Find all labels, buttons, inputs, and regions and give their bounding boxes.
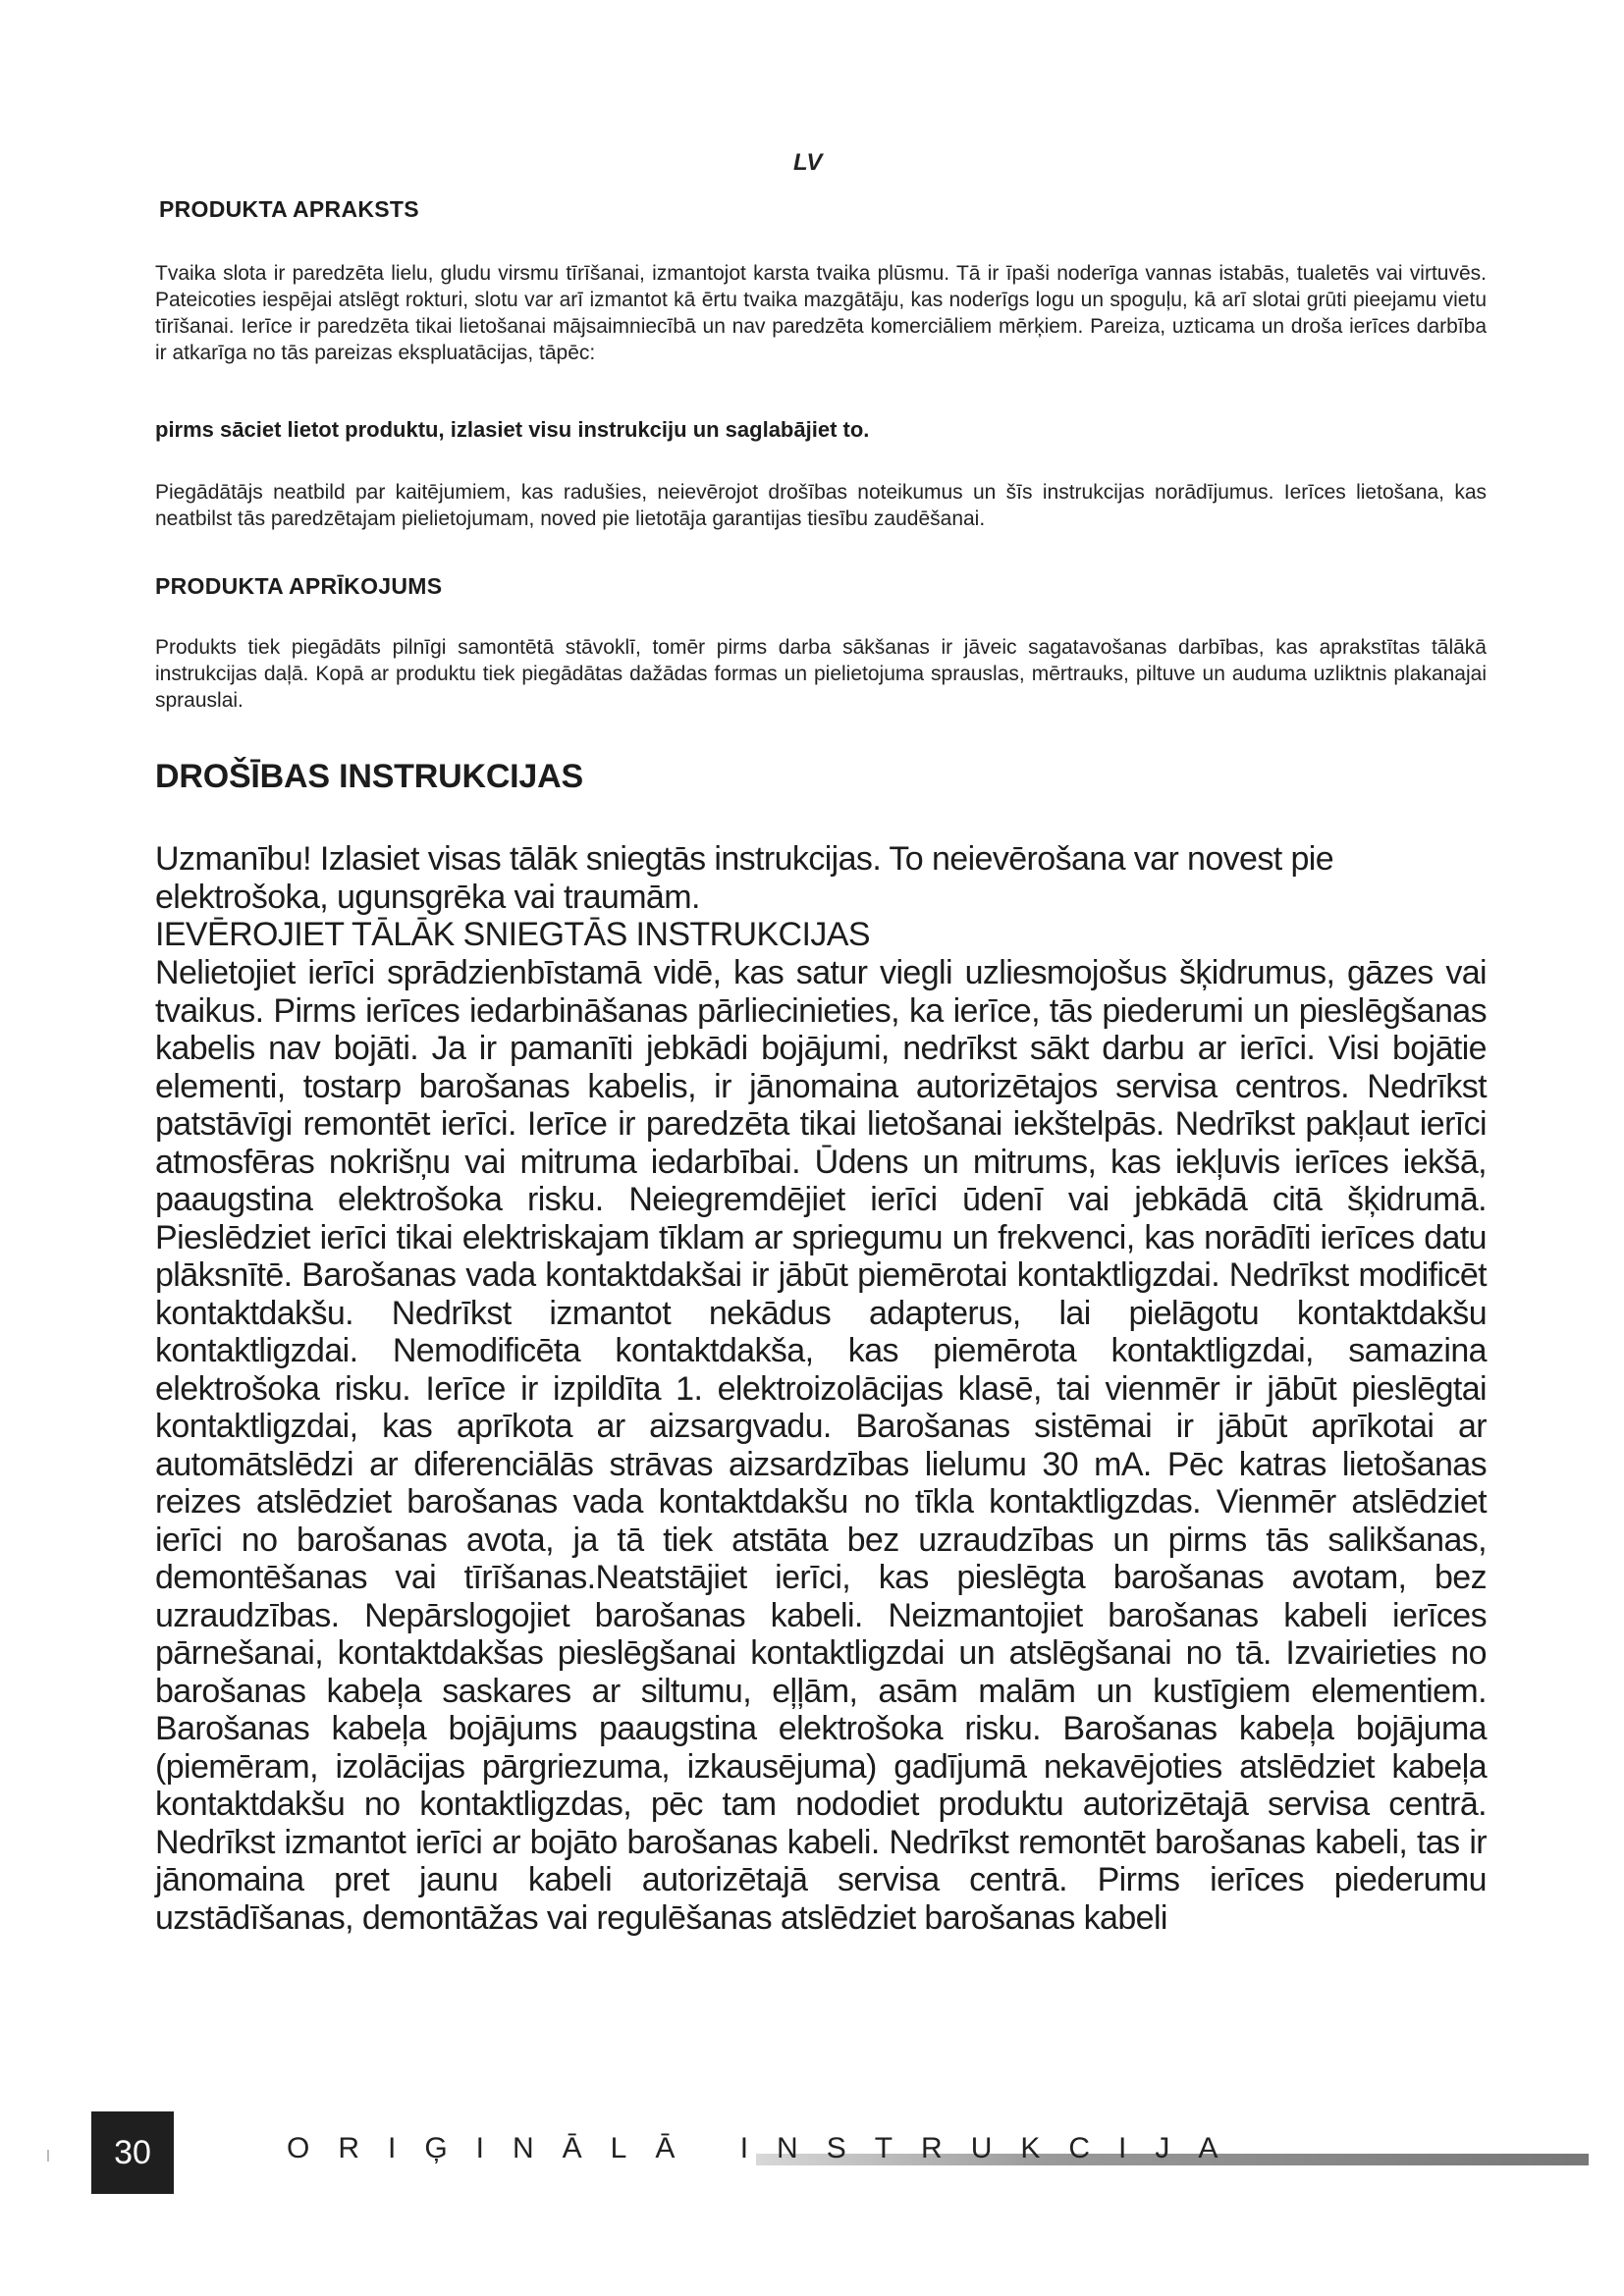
page-number: 30 (91, 2111, 174, 2194)
safety-subheading: IEVĒROJIET TĀLĀK SNIEGTĀS INSTRUKCIJAS (155, 916, 870, 953)
product-description-paragraph: Tvaika slota ir paredzēta lielu, gludu virsmu tīrīšanai, izmantojot karsta tvaika plūsmu. Tā ir īpaši noderīga vannas istabās, tualetēs vai virtuvēs. Pateicoties iespējai atslēgt rokturi, slotu var arī izmantot kā ērtu tvaika mazgātāju, kas noderīgs logu un spoguļu, kā arī slotai grūti pieejamu vietu tīrīšanai. Ierīce ir paredzēta tikai lietošanai mājsaimniecībā un nav paredzēta komerciāliem mērķiem. Pareiza, uzticama un droša ierīces darbība ir atkarīga no tās pareizas ekspluatācijas, tāpēc: (155, 262, 1487, 364)
safety-body: Nelietojiet ierīci sprādzienbīstamā vidē, kas satur viegli uzliesmojošus šķidrumus, gāzes vai tvaikus. Pirms ierīces iedarbināšanas pārliecinieties, ka ierīce, tās piederumi un pieslēgšanas kabelis nav bojāti. Ja ir pamanīti jebkādi bojājumi, nedrīkst sākt darbu ar ierīci. Visi bojātie elementi, tostarp barošanas kabelis, ir jānomaina autorizētajos servisa centros. Nedrīkst patstāvīgi remontēt ierīci. Ierīce ir paredzēta tikai lietošanai iekštelpās. Nedrīkst pakļaut ierīci atmosfēras nokrišņu vai mitruma iedarbībai. Ūdens un mitrums, kas iekļuvis ierīces iekšā, paaugstina elektrošoka risku. Neiegremdējiet ierīci ūdenī vai jebkādā citā šķidrumā. Pieslēdziet ierīci tikai elektriskajam tīklam ar spriegumu un frekvenci, kas norādīti ierīces datu plāksnītē. Barošanas vada kontaktdakšai ir jābūt piemērotai kontaktligzdai. Nedrīkst modificēt kontaktdakšu. Nedrīkst izmantot nekādus adapterus, lai pielāgotu kontaktdakšu kontaktligzdai. Nemodificēta kontaktdakša, kas piemērota kontaktligzdai, samazina elektrošoka risku. Ierīce ir izpildīta 1. elektroizolācijas klasē, tai vienmēr ir jābūt pieslēgtai kontaktligzdai, kas aprīkota ar aizsargvadu. Barošanas sistēmai ir jābūt aprīkotai ar automātslēdzi ar diferenciālās strāvas aizsardzības lielumu 30 mA. Pēc katras lietošanas reizes atslēdziet barošanas vada kontaktdakšu no tīkla kontaktligzdas. Vienmēr atslēdziet ierīci no barošanas avota, ja tā tiek atstāta bez uzraudzības un pirms tās salikšanas, demontēšanas vai tīrīšanas.Neatstājiet ierīci, kas pieslēgta barošanas avotam, bez uzraudzības. Nepārslogojiet barošanas kabeli. Neizmantojiet barošanas kabeli ierīces pārnešanai, kontaktdakšas pieslēgšanai kontaktligzdai un atslēgšanai no tā. Izvairieties no barošanas kabeļa saskares ar siltumu, eļļām, asām malām un kustīgiem elementiem. Barošanas kabeļa bojājums paaugstina elektrošoka risku. Barošanas kabeļa bojājuma (piemēram, izolācijas pārgriezuma, izkausējuma) gadījumā nekavējoties atslēdziet kabeļa kontaktdakšu no kontaktligzdas, pēc tam nododiet produktu autorizētajā servisa centrā. Nedrīkst izmantot ierīci ar bojāto barošanas kabeli. Nedrīkst remontēt barošanas kabeli, tas ir jānomaina pret jaunu kabeli autorizētajā servisa centrā. Pirms ierīces piederumu uzstādīšanas, demontāžas vai regulēšanas atslēdziet barošanas kabeli (155, 954, 1487, 1937)
product-equipment-paragraph: Produkts tiek piegādāts pilnīgi samontētā stāvoklī, tomēr pirms darba sākšanas ir jāveic sagatavošanas darbības, kas aprakstītas tālākā instrukcijas daļā. Kopā ar produktu tiek piegādātas dažādas formas un pielietojuma sprauslas, mērtrauks, piltuve un auduma uzliktnis plakanajai sprauslai. (155, 636, 1487, 712)
footer-title: ORIĢINĀLĀ INSTRUKCIJA (287, 2132, 1247, 2164)
safety-instructions-heading: DROŠĪBAS INSTRUKCIJAS (155, 758, 583, 795)
product-description-heading: PRODUKTA APRAKSTS (159, 196, 419, 222)
read-instructions-note: pirms sāciet lietot produktu, izlasiet visu instrukciju un saglabājiet to. (155, 417, 870, 442)
margin-mark (47, 2150, 49, 2162)
language-code: LV (793, 149, 823, 176)
supplier-disclaimer: Piegādātājs neatbild par kaitējumiem, kas radušies, neievērojot drošības noteikumus un šīs instrukcijas norādījumus. Ierīces lietošana, kas neatbilst tās paredzētajam pielietojumam, noved pie lietotāja garantijas tiesību zaudēšanai. (155, 481, 1487, 530)
safety-warning: Uzmanību! Izlasiet visas tālāk sniegtās instrukcijas. To neievērošana var novest pie elektrošoka, ugunsgrēka vai traumām. (155, 840, 1334, 916)
product-equipment-heading: PRODUKTA APRĪKOJUMS (155, 573, 443, 599)
